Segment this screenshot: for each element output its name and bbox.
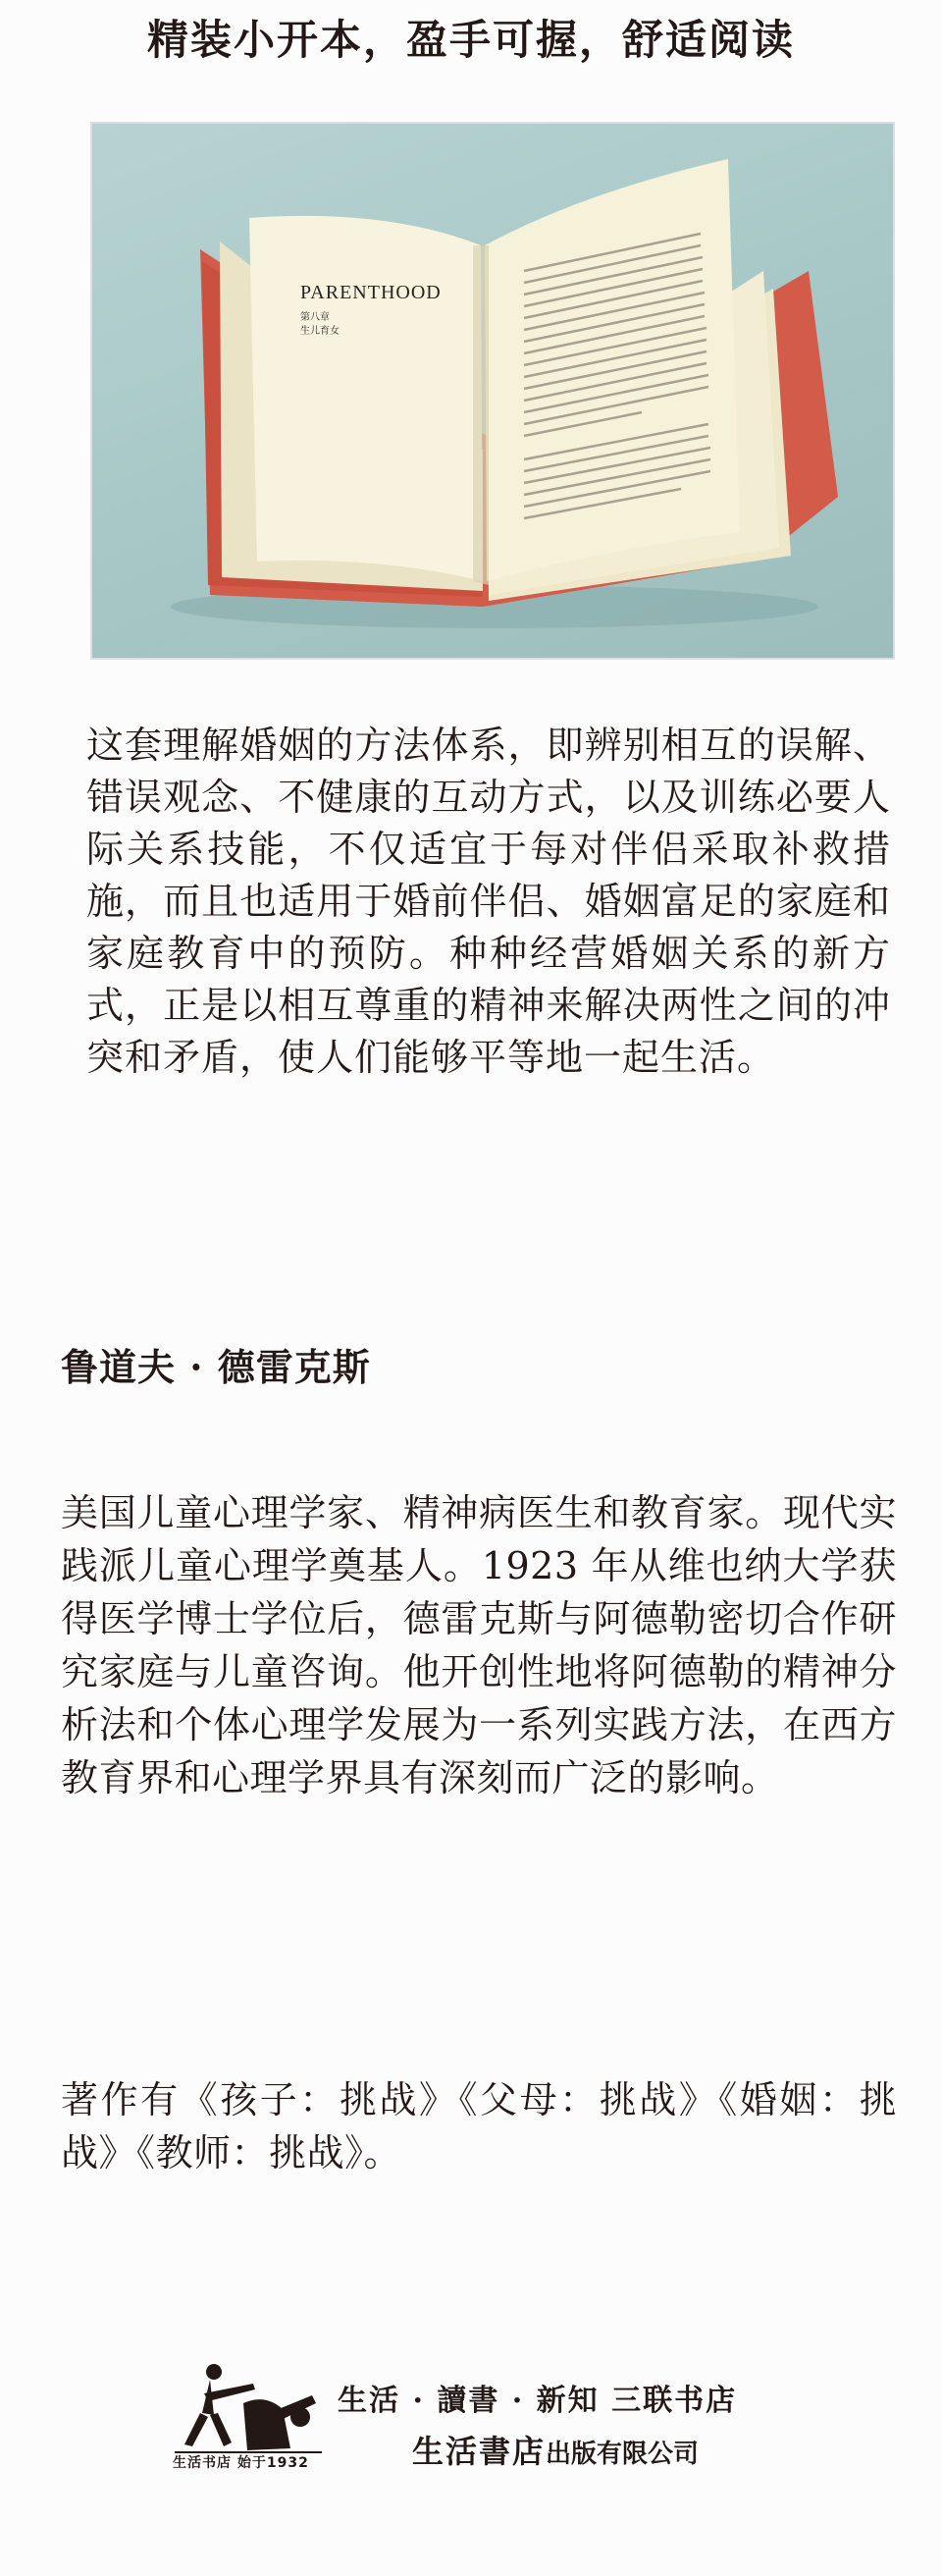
author-bio: 美国儿童心理学家、精神病医生和教育家。现代实践派儿童心理学奠基人。1923 年从维也纳大学获得医学博士学位后，德雷克斯与阿德勒密切合作研究家庭与儿童咨询。他开创性地将阿德勒的精神分析法和个体心理学发展为一系列实践方法，在西方教育界和心理学界具有深刻而广泛的影响。 xyxy=(61,1491,897,1799)
open-book-illustration xyxy=(92,124,895,660)
author-name: 鲁道夫 · 德雷克斯 xyxy=(61,1345,371,1389)
publisher-full-name xyxy=(412,2427,699,2472)
publisher-suffix: 出版有限公司 xyxy=(546,2440,700,2469)
intro-paragraph: 这套理解婚姻的方法体系，即辨别相互的误解、错误观念、不健康的互动方式，以及训练必要人际关系技能，不仅适宜于每对伴侣采取补救措施，而且也适用于婚前伴侣、婚姻富足的家庭和家庭教育中的预防。种种经营婚姻关系的新方式，正是以相互尊重的精神来解决两性之间的冲突和矛盾，使人们能够平等地一起生活。 xyxy=(86,724,891,1079)
logo-caption: 生活书店 始于1932 xyxy=(173,2455,309,2471)
book-photo xyxy=(90,122,895,660)
author-works: 著作有《孩子：挑战》《父母：挑战》《婚姻：挑战》《教师：挑战》。 xyxy=(61,2078,897,2174)
book-page-heading: PARENTHOOD xyxy=(300,282,442,303)
book-chapter-title: 生儿育女 xyxy=(300,326,340,337)
page-heading: 精装小开本，盈手可握，舒适阅读 xyxy=(146,16,795,64)
publisher-motto: 生活 · 讀書 · 新知 三联书店 xyxy=(338,2384,738,2418)
publisher-name: 生活書店 xyxy=(412,2433,547,2470)
book-chapter-label: 第八章 xyxy=(300,312,330,323)
